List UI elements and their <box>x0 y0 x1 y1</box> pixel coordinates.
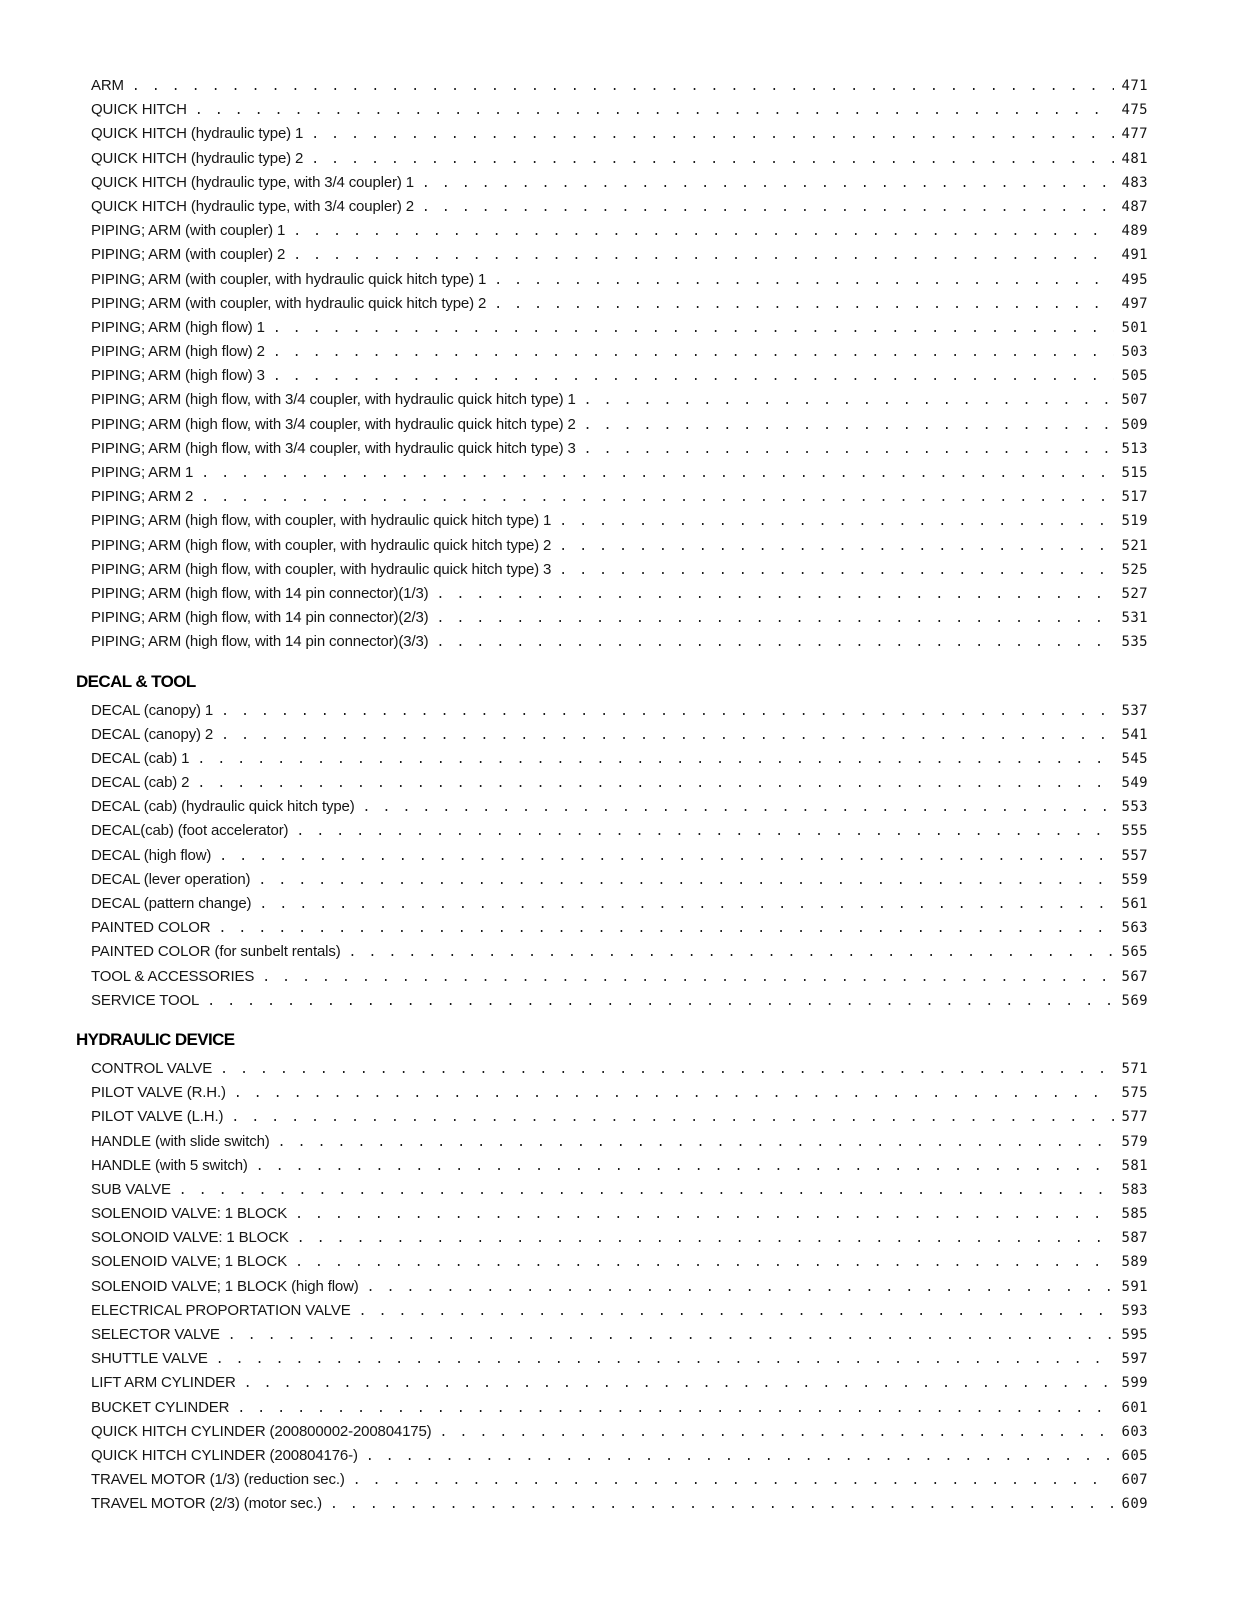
dot-leader <box>494 296 1114 314</box>
toc-entry-title: PIPING; ARM (high flow) 1 <box>91 318 265 336</box>
toc-entry[interactable] <box>91 195 1148 219</box>
toc-entry-page-number: 571 <box>1121 1060 1148 1077</box>
dot-leader <box>273 344 1114 362</box>
toc-entry-page-number: 549 <box>1121 775 1148 792</box>
toc-entry-title: BUCKET CYLINDER <box>91 1398 230 1416</box>
toc-entry[interactable] <box>91 819 1148 843</box>
toc-entry-page-number: 595 <box>1121 1327 1148 1343</box>
toc-entry[interactable] <box>91 316 1148 340</box>
dot-leader <box>237 1400 1114 1418</box>
toc-entry[interactable] <box>91 795 1148 819</box>
toc-entry-page-number: 601 <box>1121 1399 1148 1416</box>
toc-entry-page-number: 579 <box>1121 1133 1148 1150</box>
dot-leader <box>311 126 1114 144</box>
table-of-contents <box>0 74 1236 1517</box>
toc-entry-page-number: 489 <box>1121 223 1148 240</box>
toc-entry-page-number: 483 <box>1121 174 1148 191</box>
toc-entry-page-number: 575 <box>1121 1085 1148 1102</box>
dot-leader <box>330 1496 1114 1514</box>
toc-entry[interactable] <box>91 582 1148 606</box>
dot-leader <box>422 175 1114 193</box>
toc-entry-page-number: 497 <box>1121 295 1148 312</box>
toc-entry-page-number: 559 <box>1121 871 1148 888</box>
dot-leader <box>262 969 1114 987</box>
toc-entry-page-number: 605 <box>1121 1447 1148 1464</box>
dot-leader <box>218 920 1114 938</box>
dot-leader <box>179 1182 1114 1200</box>
toc-entry-page-number: 599 <box>1121 1375 1148 1392</box>
toc-entry[interactable] <box>91 122 1148 146</box>
dot-leader <box>244 1375 1114 1393</box>
toc-entry-title: PILOT VALVE (L.H.) <box>91 1108 224 1126</box>
toc-entry-title: QUICK HITCH CYLINDER (200804176-) <box>91 1446 358 1464</box>
toc-entry-page-number: 531 <box>1121 610 1148 627</box>
toc-entry-page-number: 555 <box>1121 823 1148 840</box>
toc-entry[interactable] <box>91 147 1148 171</box>
toc-entry-page-number: 525 <box>1121 561 1148 578</box>
toc-entry-page-number: 535 <box>1121 634 1148 651</box>
toc-entry[interactable] <box>91 1105 1148 1129</box>
dot-leader <box>207 993 1114 1011</box>
dot-leader <box>359 1303 1114 1321</box>
toc-entry-title: PIPING; ARM (with coupler, with hydraulic quick hitch type) 2 <box>91 294 487 312</box>
dot-leader <box>293 223 1114 241</box>
dot-leader <box>494 272 1114 290</box>
toc-entry[interactable] <box>91 1396 1148 1420</box>
toc-entry[interactable] <box>91 1057 1148 1081</box>
toc-entry-title: PIPING; ARM (high flow) 3 <box>91 367 265 385</box>
toc-entry-page-number: 567 <box>1121 968 1148 985</box>
toc-entry[interactable] <box>91 1492 1148 1516</box>
toc-entry[interactable] <box>91 1226 1148 1250</box>
dot-leader <box>195 102 1114 120</box>
toc-entry-title: DECAL (canopy) 2 <box>91 725 214 743</box>
toc-entry-title: QUICK HITCH (hydraulic type) 2 <box>91 149 304 167</box>
toc-entry-title: SOLENOID VALVE: 1 BLOCK <box>91 1205 288 1223</box>
toc-entry[interactable] <box>91 437 1148 461</box>
toc-entry-title: PIPING; ARM (high flow, with coupler, with hydraulic quick hitch type) 2 <box>91 536 552 554</box>
toc-entry[interactable] <box>91 534 1148 558</box>
toc-entry[interactable] <box>91 413 1148 437</box>
toc-entry[interactable] <box>91 340 1148 364</box>
toc-entry-list <box>0 74 1236 655</box>
dot-leader <box>201 489 1114 507</box>
toc-entry-title: PIPING; ARM (with coupler) 1 <box>91 222 286 240</box>
toc-entry-page-number: 583 <box>1121 1181 1148 1198</box>
dot-leader <box>258 872 1114 890</box>
toc-entry[interactable] <box>91 1468 1148 1492</box>
toc-entry-title: PIPING; ARM (high flow, with coupler, with hydraulic quick hitch type) 3 <box>91 560 552 578</box>
dot-leader <box>437 610 1115 628</box>
toc-entry[interactable] <box>91 916 1148 940</box>
dot-leader <box>366 1448 1114 1466</box>
toc-entry-page-number: 507 <box>1121 392 1148 409</box>
toc-entry[interactable] <box>91 98 1148 122</box>
toc-entry[interactable] <box>91 1347 1148 1371</box>
toc-entry-title: SERVICE TOOL <box>91 991 200 1009</box>
toc-entry-title: DECAL (canopy) 1 <box>91 701 214 719</box>
toc-entry-title: PIPING; ARM 1 <box>91 464 194 481</box>
dot-leader <box>293 247 1114 265</box>
toc-entry-title: HANDLE (with slide switch) <box>91 1132 270 1150</box>
dot-leader <box>197 751 1114 769</box>
toc-entry-page-number: 591 <box>1121 1278 1148 1295</box>
toc-section-decal-tool <box>0 671 1236 1013</box>
toc-entry-page-number: 565 <box>1121 944 1148 961</box>
toc-entry-page-number: 589 <box>1121 1254 1148 1271</box>
toc-entry-title: QUICK HITCH (hydraulic type, with 3/4 coupler) 1 <box>91 173 414 191</box>
toc-entry[interactable] <box>91 1081 1148 1105</box>
toc-entry-page-number: 503 <box>1121 344 1148 361</box>
toc-entry[interactable] <box>91 364 1148 388</box>
toc-entry-title: DECAL (lever operation) <box>91 870 251 888</box>
dot-leader <box>278 1134 1114 1152</box>
toc-entry-title: SOLONOID VALVE: 1 BLOCK <box>91 1229 289 1247</box>
toc-entry-title: PIPING; ARM (high flow, with 3/4 coupler, with hydraulic quick hitch type) 2 <box>91 415 576 433</box>
dot-leader <box>296 823 1114 841</box>
toc-entry-page-number: 509 <box>1121 416 1148 433</box>
toc-entry-page-number: 561 <box>1121 896 1148 912</box>
toc-entry-page-number: 471 <box>1121 78 1148 94</box>
dot-leader <box>132 78 1114 96</box>
toc-entry[interactable] <box>91 1323 1148 1347</box>
toc-entry[interactable] <box>91 868 1148 892</box>
toc-entry-title: DECAL (cab) 1 <box>91 749 190 767</box>
dot-leader <box>273 368 1114 386</box>
toc-entry-title: QUICK HITCH <box>91 101 187 119</box>
toc-entry-page-number: 569 <box>1121 992 1148 1009</box>
dot-leader <box>221 727 1114 745</box>
toc-section-arm <box>0 74 1236 655</box>
toc-entry[interactable] <box>91 630 1148 654</box>
toc-entry-page-number: 593 <box>1121 1302 1148 1319</box>
toc-entry[interactable] <box>91 606 1148 630</box>
toc-entry-page-number: 515 <box>1121 465 1148 481</box>
dot-leader <box>295 1254 1114 1272</box>
toc-entry-title: TRAVEL MOTOR (1/3) (reduction sec.) <box>91 1471 345 1489</box>
toc-entry[interactable] <box>91 268 1148 292</box>
toc-entry-page-number: 491 <box>1121 247 1148 264</box>
toc-entry-title: PIPING; ARM (high flow, with 3/4 coupler, with hydraulic quick hitch type) 1 <box>91 391 576 409</box>
toc-entry-title: QUICK HITCH CYLINDER (200800002-200804175) <box>91 1422 432 1440</box>
toc-entry-page-number: 563 <box>1121 920 1148 937</box>
toc-entry-title: PIPING; ARM (high flow, with 14 pin connector)(1/3) <box>91 584 429 602</box>
toc-entry-page-number: 541 <box>1121 726 1148 743</box>
toc-entry-page-number: 475 <box>1121 102 1148 119</box>
dot-leader <box>584 392 1114 410</box>
toc-entry[interactable] <box>91 1420 1148 1444</box>
toc-entry-page-number: 537 <box>1121 702 1148 719</box>
toc-entry-title: PAINTED COLOR (for sunbelt rentals) <box>91 943 341 961</box>
toc-entry-title: PIPING; ARM (high flow, with coupler, with hydraulic quick hitch type) 1 <box>91 512 552 530</box>
toc-entry[interactable] <box>91 1275 1148 1299</box>
toc-entry-page-number: 553 <box>1121 799 1148 816</box>
dot-leader <box>231 1109 1114 1127</box>
toc-entry-list <box>0 699 1236 1013</box>
toc-entry-title: CONTROL VALVE <box>91 1059 213 1077</box>
toc-entry-title: DECAL (cab) 2 <box>91 774 190 792</box>
toc-entry-title: DECAL(cab) (foot accelerator) <box>91 822 289 840</box>
toc-entry-title: PILOT VALVE (R.H.) <box>91 1084 226 1102</box>
toc-entry-page-number: 495 <box>1121 271 1148 288</box>
toc-entry-title: LIFT ARM CYLINDER <box>91 1374 236 1392</box>
toc-entry[interactable] <box>91 1299 1148 1323</box>
toc-entry[interactable] <box>91 509 1148 533</box>
toc-entry-page-number: 587 <box>1121 1230 1148 1247</box>
toc-entry-page-number: 577 <box>1121 1109 1148 1126</box>
dot-leader <box>349 944 1114 962</box>
toc-entry-title: PIPING; ARM (high flow, with 14 pin connector)(2/3) <box>91 609 429 627</box>
toc-entry-page-number: 501 <box>1121 319 1148 336</box>
toc-entry-title: DECAL (high flow) <box>91 846 212 864</box>
toc-entry-title: TOOL & ACCESSORIES <box>91 967 255 985</box>
toc-entry[interactable] <box>91 965 1148 989</box>
toc-entry-page-number: 477 <box>1121 126 1148 143</box>
toc-entry[interactable] <box>91 74 1148 98</box>
toc-entry-title: DECAL (pattern change) <box>91 895 252 912</box>
section-heading: DECAL & TOOL <box>76 671 196 691</box>
toc-entry-page-number: 517 <box>1121 489 1148 506</box>
toc-entry-title: QUICK HITCH (hydraulic type) 1 <box>91 125 304 143</box>
toc-entry[interactable] <box>91 771 1148 795</box>
toc-entry-title: ELECTRICAL PROPORTATION VALVE <box>91 1301 351 1319</box>
dot-leader <box>295 1206 1114 1224</box>
toc-entry-page-number: 519 <box>1121 513 1148 530</box>
toc-entry-page-number: 609 <box>1121 1496 1148 1513</box>
dot-leader <box>220 1061 1114 1079</box>
toc-entry[interactable] <box>91 723 1148 747</box>
toc-entry-title: ARM <box>91 77 124 94</box>
toc-entry[interactable] <box>91 1130 1148 1154</box>
toc-entry[interactable] <box>91 844 1148 868</box>
dot-leader <box>197 775 1114 793</box>
dot-leader <box>311 151 1114 169</box>
toc-entry-page-number: 581 <box>1121 1157 1148 1174</box>
toc-entry-page-number: 505 <box>1121 368 1148 385</box>
toc-entry[interactable] <box>91 892 1148 916</box>
toc-entry[interactable] <box>91 388 1148 412</box>
toc-entry-title: HANDLE (with 5 switch) <box>91 1156 248 1174</box>
toc-entry-title: PAINTED COLOR <box>91 919 211 937</box>
dot-leader <box>584 441 1114 459</box>
section-heading: HYDRAULIC DEVICE <box>76 1029 235 1049</box>
toc-entry-title: PIPING; ARM (high flow) 2 <box>91 343 265 361</box>
toc-entry-title: PIPING; ARM (with coupler, with hydraulic quick hitch type) 1 <box>91 270 487 288</box>
toc-entry-page-number: 513 <box>1121 440 1148 457</box>
toc-entry[interactable] <box>91 989 1148 1013</box>
toc-entry-page-number: 597 <box>1121 1351 1148 1368</box>
dot-leader <box>440 1424 1114 1442</box>
toc-entry-title: TRAVEL MOTOR (2/3) (motor sec.) <box>91 1495 322 1513</box>
dot-leader <box>559 513 1114 531</box>
dot-leader <box>353 1472 1114 1490</box>
dot-leader <box>228 1327 1114 1345</box>
toc-entry[interactable] <box>91 747 1148 771</box>
toc-entry-title: SOLENOID VALVE; 1 BLOCK (high flow) <box>91 1277 359 1295</box>
toc-entry[interactable] <box>91 461 1148 485</box>
toc-entry[interactable] <box>91 1250 1148 1274</box>
toc-entry-page-number: 527 <box>1121 585 1148 602</box>
toc-entry-page-number: 585 <box>1121 1206 1148 1223</box>
dot-leader <box>422 199 1114 217</box>
toc-entry[interactable] <box>91 1178 1148 1202</box>
toc-entry[interactable] <box>91 219 1148 243</box>
dot-leader <box>221 703 1114 721</box>
toc-entry-page-number: 607 <box>1121 1472 1148 1489</box>
toc-entry[interactable] <box>91 1154 1148 1178</box>
dot-leader <box>259 896 1114 914</box>
dot-leader <box>559 538 1114 556</box>
toc-entry-list <box>0 1057 1236 1517</box>
toc-entry[interactable] <box>91 292 1148 316</box>
toc-entry-page-number: 545 <box>1121 750 1148 767</box>
toc-entry-page-number: 487 <box>1121 198 1148 215</box>
toc-entry-title: DECAL (cab) (hydraulic quick hitch type) <box>91 798 355 816</box>
toc-entry-page-number: 557 <box>1121 847 1148 864</box>
toc-entry-title: SOLENOID VALVE; 1 BLOCK <box>91 1253 288 1271</box>
toc-entry-page-number: 603 <box>1121 1423 1148 1440</box>
dot-leader <box>363 799 1114 817</box>
dot-leader <box>437 634 1115 652</box>
toc-section-hydraulic-device <box>0 1029 1236 1517</box>
toc-entry[interactable] <box>91 558 1148 582</box>
dot-leader <box>216 1351 1114 1369</box>
toc-entry-title: SUB VALVE <box>91 1180 171 1198</box>
dot-leader <box>219 848 1114 866</box>
toc-entry[interactable] <box>91 699 1148 723</box>
dot-leader <box>584 417 1114 435</box>
toc-entry-title: SHUTTLE VALVE <box>91 1350 208 1368</box>
toc-entry-page-number: 521 <box>1121 537 1148 554</box>
toc-entry-title: PIPING; ARM (high flow, with 3/4 coupler, with hydraulic quick hitch type) 3 <box>91 439 576 457</box>
toc-entry[interactable] <box>91 171 1148 195</box>
toc-entry-title: SELECTOR VALVE <box>91 1326 220 1343</box>
dot-leader <box>437 586 1115 604</box>
toc-entry[interactable] <box>91 1371 1148 1395</box>
toc-entry-page-number: 481 <box>1121 150 1148 167</box>
toc-entry-title: QUICK HITCH (hydraulic type, with 3/4 coupler) 2 <box>91 197 414 215</box>
dot-leader <box>273 320 1114 338</box>
toc-entry[interactable] <box>91 940 1148 964</box>
dot-leader <box>367 1279 1114 1297</box>
dot-leader <box>234 1085 1114 1103</box>
toc-entry[interactable] <box>91 243 1148 267</box>
toc-entry[interactable] <box>91 1202 1148 1226</box>
dot-leader <box>256 1158 1114 1176</box>
toc-entry-title: PIPING; ARM (with coupler) 2 <box>91 246 286 264</box>
dot-leader <box>559 562 1114 580</box>
toc-entry[interactable] <box>91 1444 1148 1468</box>
toc-entry[interactable] <box>91 485 1148 509</box>
dot-leader <box>201 465 1114 483</box>
dot-leader <box>297 1230 1114 1248</box>
toc-entry-title: PIPING; ARM 2 <box>91 488 194 506</box>
toc-entry-title: PIPING; ARM (high flow, with 14 pin connector)(3/3) <box>91 633 429 651</box>
